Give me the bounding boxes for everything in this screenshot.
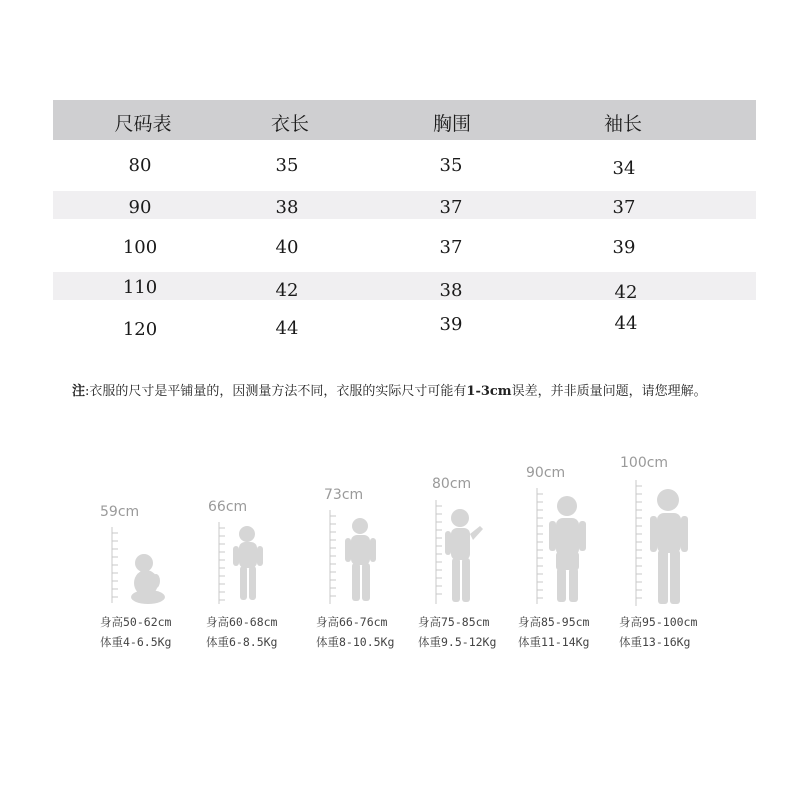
height-label: 90cm (526, 465, 566, 481)
height-range: 身高75-85cm (418, 615, 490, 629)
size-info (619, 612, 697, 652)
height-label: 66cm (208, 499, 248, 515)
table-cell: 34 (612, 158, 636, 179)
note-text: :衣服的尺寸是平铺量的，因测量方法不同，衣服的实际尺寸可能有 (85, 384, 467, 399)
size-info (518, 612, 589, 652)
child-standing-icon (432, 498, 492, 606)
table-cell: 42 (614, 282, 638, 303)
header-length: 衣长 (270, 113, 310, 135)
table-row-band (53, 191, 756, 219)
table-cell: 37 (612, 197, 636, 218)
table-cell: 80 (128, 155, 152, 176)
table-cell: 110 (122, 277, 158, 298)
table-cell: 100 (122, 237, 158, 258)
weight-range: 体重6-8.5Kg (206, 635, 278, 649)
height-label: 80cm (432, 476, 472, 492)
height-range: 身高60-68cm (206, 615, 278, 629)
measurement-note (72, 380, 707, 399)
child-standing-icon (632, 478, 692, 608)
note-text-after: 误差，并非质量问题，请您理解。 (511, 384, 707, 399)
table-cell: 37 (439, 237, 463, 258)
height-range: 身高66-76cm (316, 615, 388, 629)
child-standing-icon (533, 486, 593, 606)
baby-sitting-icon (108, 525, 168, 605)
note-label: 注 (72, 384, 86, 399)
size-info (100, 612, 171, 652)
table-cell: 44 (275, 318, 299, 339)
table-cell: 35 (439, 155, 463, 176)
size-info (206, 612, 277, 652)
height-range: 身高50-62cm (100, 615, 172, 629)
table-cell: 40 (275, 237, 299, 258)
weight-range: 体重4-6.5Kg (100, 635, 172, 649)
header-chest: 胸围 (432, 113, 472, 135)
table-row-band (53, 272, 756, 300)
table-cell: 120 (122, 319, 158, 340)
size-info (316, 612, 394, 652)
table-cell: 35 (275, 155, 299, 176)
size-info (418, 612, 496, 652)
weight-range: 体重13-16Kg (619, 635, 691, 649)
table-cell: 42 (275, 280, 299, 301)
toddler-standing-icon (326, 508, 386, 606)
weight-range: 体重11-14Kg (518, 635, 590, 649)
weight-range: 体重8-10.5Kg (316, 635, 395, 649)
header-sleeve: 袖长 (603, 113, 643, 135)
toddler-standing-icon (215, 520, 275, 605)
height-label: 73cm (324, 487, 364, 503)
height-range: 身高85-95cm (518, 615, 590, 629)
table-cell: 37 (439, 197, 463, 218)
table-cell: 39 (439, 314, 463, 335)
height-label: 59cm (100, 504, 140, 520)
table-cell: 90 (128, 197, 152, 218)
table-cell: 39 (612, 237, 636, 258)
height-label: 100cm (620, 455, 669, 471)
table-cell: 44 (614, 313, 638, 334)
table-cell: 38 (439, 280, 463, 301)
note-highlight: 1-3cm (466, 384, 512, 399)
height-range: 身高95-100cm (619, 615, 698, 629)
table-cell: 38 (275, 197, 299, 218)
header-size: 尺码表 (114, 113, 172, 135)
weight-range: 体重9.5-12Kg (418, 635, 497, 649)
